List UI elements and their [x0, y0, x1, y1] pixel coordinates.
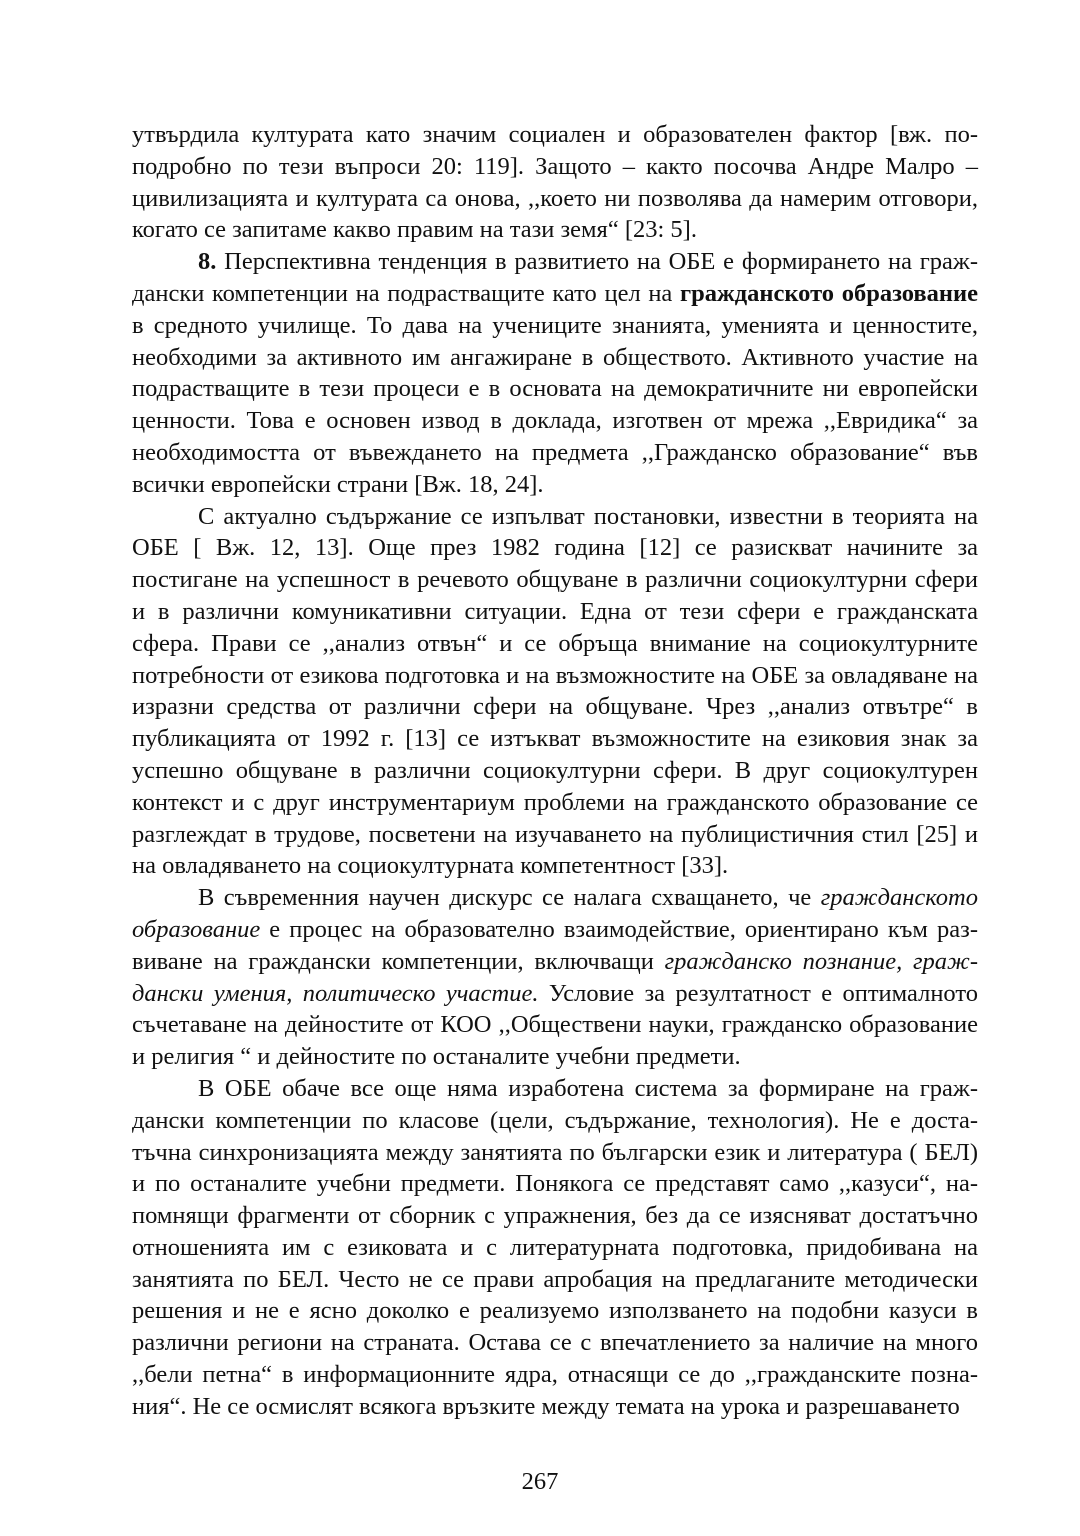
paragraph-5: В ОБЕ обаче все още няма изработена система за формиране на граждански компетенции по класове (цели, съдържание, технология). Не е достатъчна синхронизацията между занятията по български език и литература ( БЕЛ) и по останалите учебни предмети. Понякога се представят само ,,казуси“, напомнящи фрагменти от сборник с упражнения, без да се изясняват достатъчно отношенията им с езиковата и с литературната подготовка, придобивана на занятията по БЕЛ. Често не се прави апробация на предлаганите методически решения и не е ясно доколко е реализуемо използването на подобни казуси в различни региони на страната. Остава се с впечатлението за наличие на много ,,бели петна“ в информационните ядра, отнасящи се до ,,гражданските познания“. Не се осмислят всякога връзките между темата на урока и разрешаването — [132, 1074, 978, 1420]
page-number: 267 — [521, 1468, 559, 1495]
italic-term-2: гражданско познание, граждански умения, политическо участие. — [132, 947, 978, 1007]
section-number: 8. — [198, 248, 217, 276]
paragraph-3: С актуално съдържание се изпълват постановки, известни в теорията на ОБЕ [ Вж. 12, 13]. Още през 1982 година [12] се разискват начините за постигане на успешност в речевото общуване в различни социокултурни сфери и в различни комуникативни ситуации. Една от тези сфери е гражданската сфера. Прави се ,,анализ отвън“ и се обръща внимание на социокултурните потребности от езикова подготовка и на възможностите на ОБЕ за овладяване на изразни средства от различни сфери на общуване. Чрез ,,анализ отвътре“ в публикацията от 1992 г. [13] се изтъкват възможностите на езиковия знак за успешно общуване в различни социокултурни сфери. В друг социокултурен контекст и с друг инструментариум проблеми на гражданското образование се разглеждат в трудове, посветени на изучаването на публицистичния стил [25] и на овладяването на социокултурната компетентност [33]. — [132, 502, 978, 880]
paragraph-4-text-a: В съвременния научен дискурс се налага схващането, че — [198, 884, 821, 912]
paragraph-2-text-a: Перспективна тенденция в развитието на ОБЕ е формирането на граждански компетенции на подрастващите като цел на — [132, 248, 978, 307]
paragraph-4-text-c: Условие за резултатност е оптималното съчетаване на дейностите от КОО ,,Обществени науки, гражданско образование и религия “ и дейностите по останалите учебни предмети. — [132, 979, 978, 1071]
page-body — [132, 119, 978, 1423]
italic-term-1: гражданското образование — [132, 884, 978, 943]
paragraph-2-text-b: в средното училище. То дава на учениците знанията, уменията и ценностите, необходими за активното им ангажиране в обществото. Активното участие на подрастващите в тези процеси е в основата на демократичните ни европейски ценности. Това е основен извод в доклада, изготвен от мрежа ,,Евридика“ за необходимостта от въвеждането на предмета ,,Гражданско образование“ във всички европейски страни [Вж. 18, 24]. — [132, 311, 978, 498]
paragraph-1: утвърдила културата като значим социален и образователен фактор [вж. по-подробно по тези въпроси 20: 119]. Защото – както посочва Андре Малро – цивилизацията и културата са онова, ,,което ни позволява да намерим отговори, когато се запитаме какво правим на тази земя“ [23: 5]. — [132, 121, 978, 244]
paragraph-4-text-b: е процес на образователно взаимодействие, ориентирано към развиване на граждански компетенции, включващи — [132, 915, 978, 975]
bold-term: гражданското образование — [679, 279, 979, 307]
paragraph-4 — [132, 882, 978, 1073]
paragraph-2 — [132, 246, 978, 500]
